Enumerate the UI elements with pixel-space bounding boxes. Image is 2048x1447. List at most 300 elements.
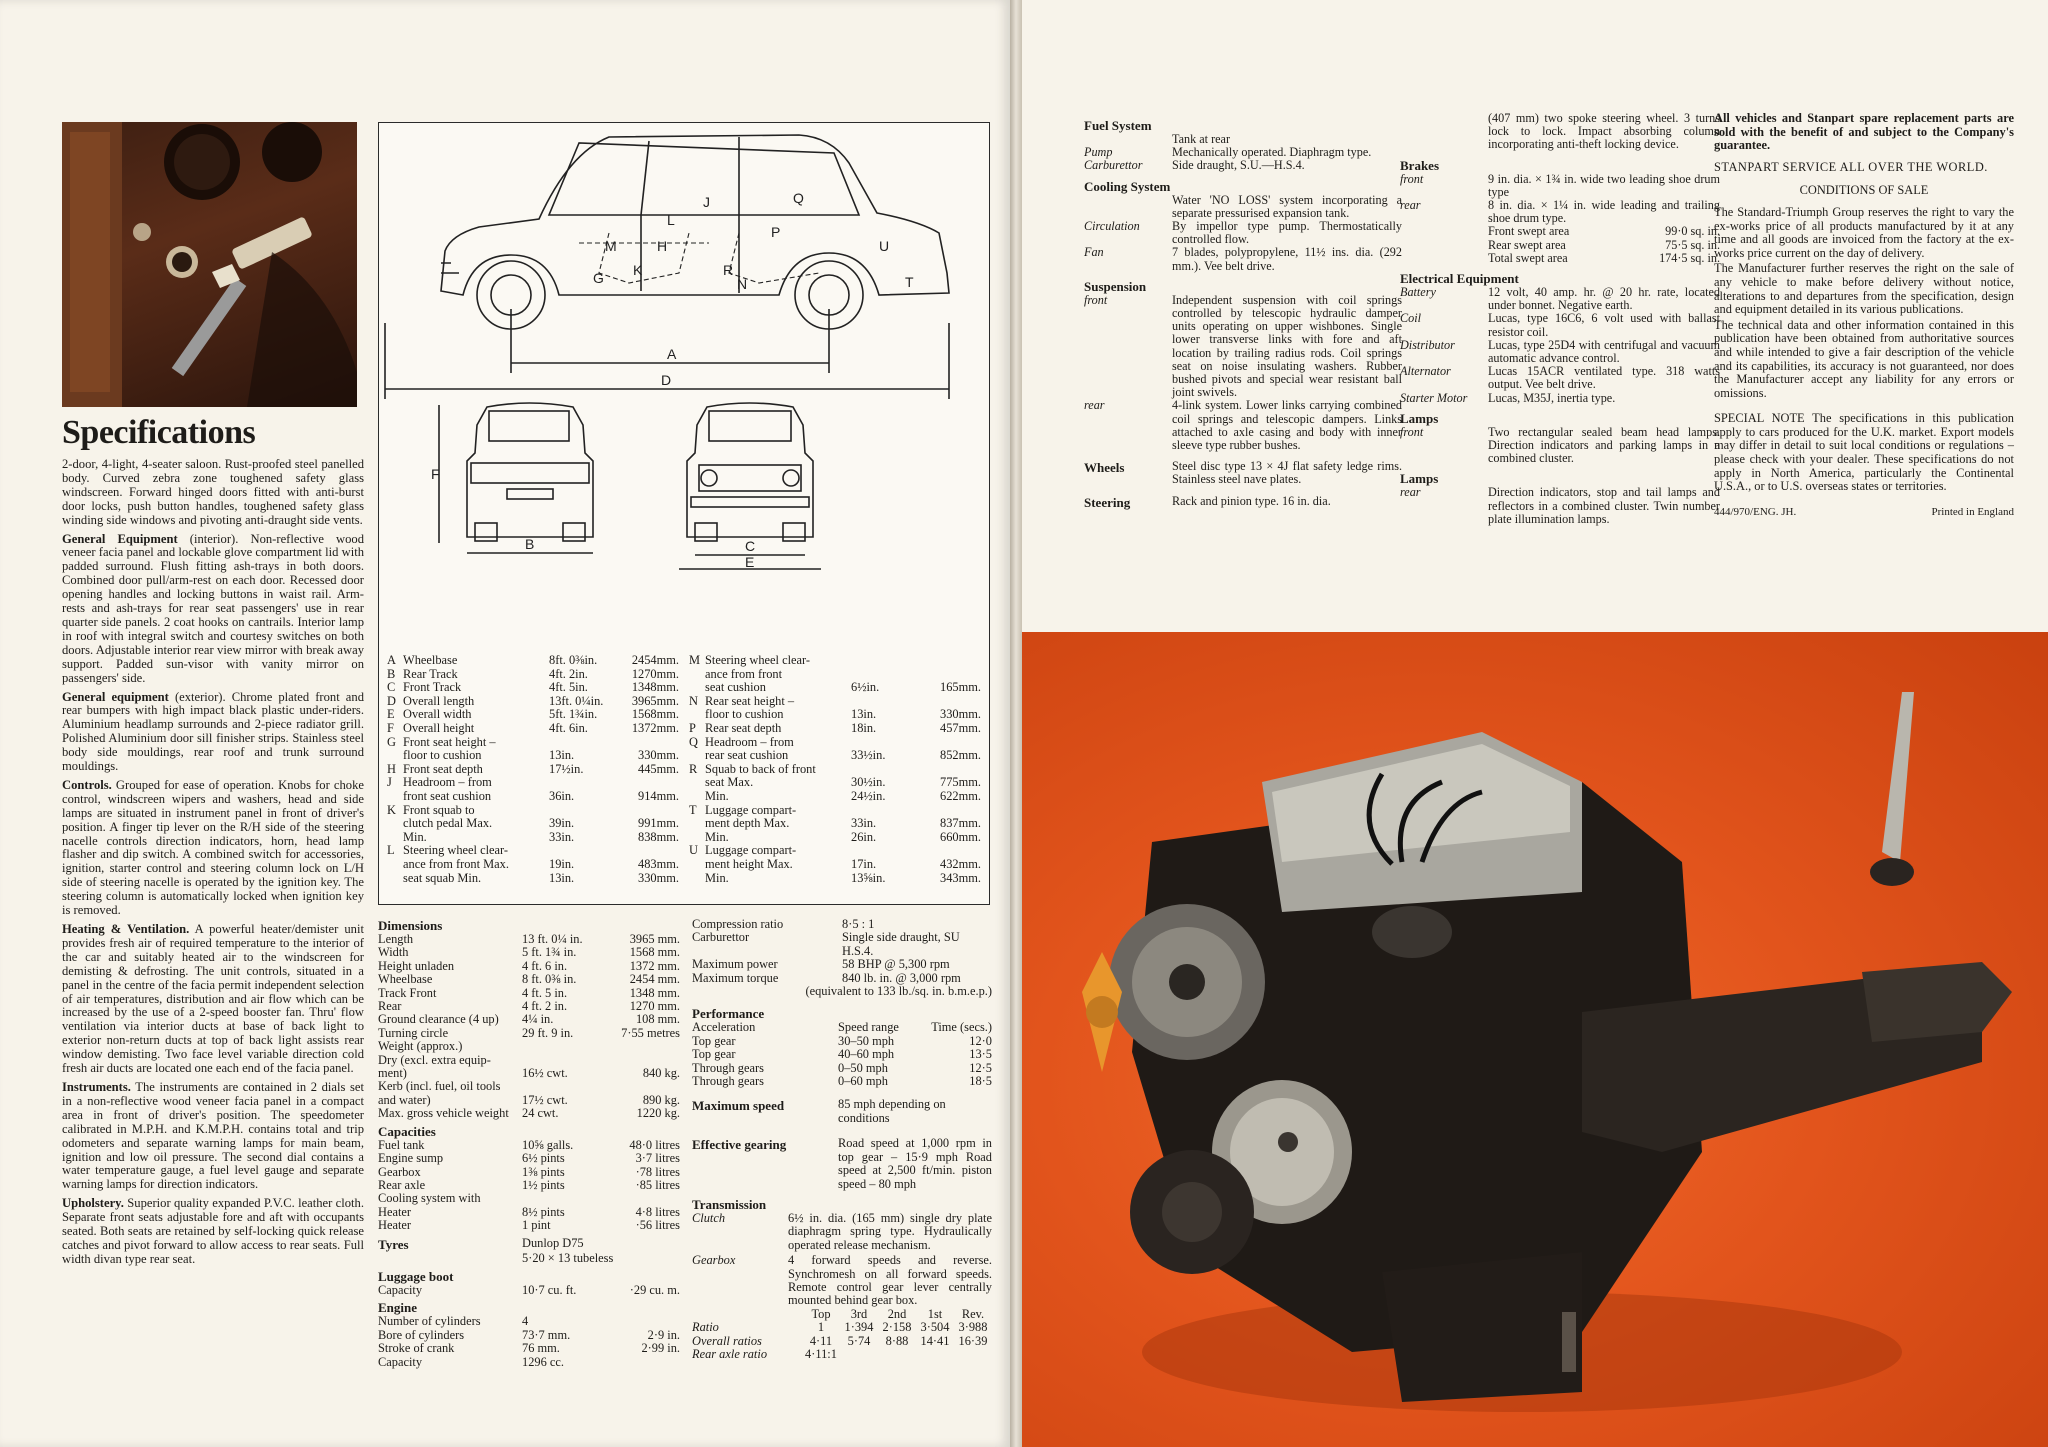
engine-title: Engine bbox=[378, 1300, 418, 1316]
label-R: R bbox=[723, 262, 734, 278]
section-general-interior: General Equipment (interior). Non-reflective wood veneer facia panel and lockable glove compartment lid with padded surround. Flush fitting ash-trays in both doors. Combined door pull/arm-rest on each door. Recessed door opening handles and locking buttons in waist rail. Arm-rests and ash-trays for rear seat passengers' use in rear quarter side panels. 2 coat hooks on cantrails. Interior lamp in roof with integral switch and courtesy switches on both doors. Adjustable interior rear view mirror with break away support. Padded sun-visor with vanity mirror on passengers' side. bbox=[62, 531, 365, 685]
measurement-metric: 457mm. bbox=[940, 720, 981, 735]
spec-key: Rear bbox=[378, 1000, 402, 1014]
conditions-title: CONDITIONS OF SALE bbox=[1799, 183, 1929, 198]
spec-row-text: Lucas 15ACR ventilated type. 318 watts output. Vee belt drive. bbox=[1488, 364, 1720, 392]
measurement-row bbox=[387, 749, 679, 763]
capacities-rows bbox=[378, 1139, 680, 1233]
measurement-imperial: 4ft. 2in. bbox=[549, 666, 588, 681]
measurements-right-column bbox=[689, 654, 981, 885]
measurement-imperial: 5ft. 1¾in. bbox=[549, 707, 598, 722]
measurement-row bbox=[387, 858, 679, 872]
swept-area-row bbox=[1400, 252, 1720, 265]
measurement-row bbox=[387, 790, 679, 804]
measurement-metric bbox=[915, 668, 981, 682]
conditions-column bbox=[1714, 112, 2014, 519]
measurement-letter: N bbox=[689, 693, 698, 708]
spec-metric: 1568 mm. bbox=[629, 945, 680, 960]
spec-row bbox=[378, 1356, 680, 1369]
spec-key: Cooling system with bbox=[378, 1192, 481, 1206]
measurement-letter bbox=[689, 817, 705, 831]
spec-row bbox=[378, 1219, 680, 1232]
performance-key: Top gear bbox=[692, 1034, 736, 1048]
measurement-metric: 445mm. bbox=[638, 761, 679, 776]
measurement-imperial: 13⅝in. bbox=[851, 870, 886, 885]
spec-row-text: (407 mm) two spoke steering wheel. 3 turns lock to lock. Impact absorbing column incorporating anti-theft locking device. bbox=[1488, 111, 1720, 152]
measurement-imperial: 4ft. 5in. bbox=[549, 680, 588, 695]
spec-row bbox=[378, 1166, 680, 1179]
spec-row-text: Tank at rear bbox=[1172, 132, 1231, 146]
spec-key: Weight (approx.) bbox=[378, 1040, 463, 1054]
spec-row-text: Side draught, S.U.—H.S.4. bbox=[1172, 158, 1305, 173]
ratio-cell: 2·158 bbox=[882, 1320, 912, 1335]
measurement-imperial bbox=[851, 844, 915, 858]
spec-section-title: Lamps bbox=[1400, 410, 1439, 426]
spec-row bbox=[1084, 159, 1402, 172]
spec-metric: 3·7 litres bbox=[635, 1151, 680, 1166]
ratio-cell: 14·41 bbox=[920, 1333, 950, 1348]
spec-row-title: Wheels bbox=[1084, 460, 1125, 476]
spec-metric: ·78 litres bbox=[635, 1164, 680, 1179]
performance-key: Top gear bbox=[692, 1048, 736, 1062]
measurement-imperial bbox=[549, 736, 613, 750]
measurement-name: Rear seat depth bbox=[705, 720, 782, 735]
measurement-letter bbox=[387, 749, 403, 763]
spec-row-text: Independent suspension with coil springs controlled by telescopic hydraulic damper units operating on upper wishbones. Single lower transverse links with fore and aft location by trailing radius rods. Coil springs seat on noise insulating washers. Rubber bushed pivots and special wear resistant ball joint swivels. bbox=[1172, 292, 1402, 400]
label-G: G bbox=[593, 270, 604, 286]
spec-row-label: rear bbox=[1400, 198, 1421, 213]
spec-row-label: rear bbox=[1400, 485, 1421, 500]
measurement-row bbox=[689, 681, 981, 695]
spec-row bbox=[378, 1192, 680, 1205]
spec-key: Number of cylinders bbox=[378, 1315, 481, 1329]
spec-title-row bbox=[1084, 460, 1402, 486]
measurement-imperial: 18in. bbox=[851, 720, 877, 735]
label-B: B bbox=[525, 536, 535, 552]
spec-metric bbox=[618, 1315, 680, 1328]
measurement-letter bbox=[689, 858, 705, 872]
label-H: H bbox=[657, 238, 668, 254]
spec-key: Kerb (incl. fuel, oil tools bbox=[378, 1080, 501, 1094]
label-A: A bbox=[667, 346, 677, 362]
spec-section-title: Lamps bbox=[1400, 471, 1439, 487]
measurement-imperial: 8ft. 0⅜in. bbox=[549, 653, 598, 667]
measurement-letter bbox=[689, 776, 705, 790]
measurement-row bbox=[689, 804, 981, 818]
spec-row-label: front bbox=[1400, 424, 1424, 439]
measurement-row bbox=[689, 695, 981, 709]
spec-metric: 4·8 litres bbox=[635, 1204, 680, 1219]
swept-spacer bbox=[1400, 225, 1488, 238]
spec-row bbox=[378, 1139, 680, 1152]
performance-range: 0–60 mph bbox=[838, 1074, 888, 1089]
measurement-row bbox=[689, 763, 981, 777]
spec-key: Stroke of crank bbox=[378, 1342, 455, 1356]
spec-row bbox=[378, 1067, 680, 1080]
swept-area-row bbox=[1400, 225, 1720, 238]
measurement-name: Overall height bbox=[403, 720, 475, 735]
spec-imperial: 4 ft. 6 in. bbox=[522, 958, 568, 973]
spec-row bbox=[378, 1107, 680, 1120]
spec-row-label: Alternator bbox=[1400, 364, 1451, 379]
measurement-letter: Q bbox=[689, 734, 698, 749]
spec-key: Capacity bbox=[378, 1355, 423, 1369]
measurement-letter bbox=[689, 668, 705, 682]
measurement-letter: F bbox=[387, 720, 394, 735]
spec-metric: 7·55 metres bbox=[621, 1025, 680, 1040]
spec-row-label: Pump bbox=[1084, 145, 1113, 160]
measurement-name: ance from front bbox=[705, 666, 783, 681]
section-instruments: Instruments. The instruments are contained in 2 dials set in a non-reflective wood veneer facia panel in a compact area in front of driver's position. The speedometer calibrated in M.P.H. and K.M.P.H. contains total and trip odometers and separate warning lamps for main beam, ignition and low oil pressure. The second dial contains a water temperature gauge, a fuel level gauge and separate warning lamps for direction indicators. bbox=[62, 1079, 364, 1192]
spec-metric: 108 mm. bbox=[635, 1012, 680, 1027]
spec-key: Dry (excl. extra equip- bbox=[378, 1053, 491, 1067]
spec-row-text: Two rectangular sealed beam head lamps. Direction indicators and parking lamps in a combined cluster. bbox=[1488, 424, 1720, 466]
measurement-name: front seat cushion bbox=[403, 788, 492, 803]
ratio-head-cell: Top bbox=[811, 1306, 831, 1321]
measurement-name: Front seat height – bbox=[403, 734, 496, 749]
measurement-metric bbox=[613, 736, 679, 750]
spec-section-title: Electrical Equipment bbox=[1400, 271, 1519, 287]
measurement-imperial: 17½in. bbox=[549, 761, 584, 776]
engine-photo bbox=[1022, 632, 2048, 1447]
measurement-imperial bbox=[549, 804, 613, 818]
spec-imperial bbox=[522, 1054, 618, 1067]
spec-key: Height unladen bbox=[378, 959, 455, 973]
measurement-row bbox=[387, 722, 679, 736]
spec-imperial: 24 cwt. bbox=[522, 1106, 559, 1121]
spec-metric: 48·0 litres bbox=[629, 1137, 680, 1152]
performance-key: Through gears bbox=[692, 1075, 764, 1089]
spec-row bbox=[378, 1094, 680, 1107]
spec-key: Turning circle bbox=[378, 1026, 449, 1040]
measurement-row bbox=[387, 695, 679, 709]
spec-metric: 1348 mm. bbox=[629, 985, 680, 1000]
service-text: STANPART SERVICE ALL OVER THE WORLD. bbox=[1714, 159, 1988, 174]
dimensions-block bbox=[378, 918, 680, 1369]
measurement-imperial bbox=[851, 763, 915, 777]
spec-metric: 2·99 in. bbox=[641, 1341, 680, 1356]
compression-row: Compression ratio 8·5 : 1 bbox=[692, 917, 875, 931]
spec-imperial: 1⅜ pints bbox=[522, 1164, 565, 1179]
measurement-letter: B bbox=[387, 666, 396, 681]
ratio-key: Rear axle ratio bbox=[692, 1347, 768, 1361]
spec-row bbox=[378, 987, 680, 1000]
measurement-imperial: 30½in. bbox=[851, 775, 886, 790]
swept-spacer bbox=[1400, 252, 1488, 265]
swept-value: 75·5 sq. in. bbox=[1665, 237, 1720, 252]
measurement-row bbox=[387, 763, 679, 777]
swept-area-row bbox=[1400, 239, 1720, 252]
measurement-imperial bbox=[851, 695, 915, 709]
torque-row: Maximum torque 840 lb. in. @ 3,000 rpm bbox=[692, 970, 961, 985]
spec-section-title: Suspension bbox=[1084, 278, 1147, 294]
performance-title: Performance bbox=[692, 1006, 765, 1022]
spec-key: Length bbox=[378, 933, 414, 946]
spec-row bbox=[1400, 199, 1720, 225]
measurement-name: rear seat cushion bbox=[705, 748, 789, 763]
measurement-letter bbox=[689, 831, 705, 845]
label-K: K bbox=[633, 262, 643, 278]
measurement-metric: 852mm. bbox=[940, 748, 981, 763]
ratio-cell: 8·88 bbox=[885, 1333, 909, 1348]
ratio-cell: 4·11:1 bbox=[805, 1346, 837, 1361]
dashboard-illustration bbox=[62, 122, 357, 407]
spec-section-title: Cooling System bbox=[1084, 178, 1171, 194]
measurement-name: ment depth Max. bbox=[705, 816, 790, 831]
measurement-name: Min. bbox=[705, 829, 729, 844]
special-note: SPECIAL NOTE The specifications in this publication apply to cars produced for the U.K. market. Export models may differ in detail to suit local conditions or regulations – please check with your dealer. These specifications do not apply in North America, particularly the Continental U.S.A., or to U.S. overseas states or territories. bbox=[1714, 411, 2014, 494]
spec-row bbox=[1084, 294, 1402, 400]
spec-row-text: Rack and pinion type. 16 in. dia. bbox=[1172, 493, 1331, 508]
publication-code: 444/970/ENG. JH. bbox=[1714, 505, 1797, 518]
gearbox-row: Gearbox 4 forward speeds and reverse. Synchromesh on all forward speeds. Remote control gear lever centrally mounted behind gear box. bbox=[692, 1253, 992, 1308]
dimensions-rows bbox=[378, 933, 680, 1121]
measurement-metric: 837mm. bbox=[940, 816, 981, 831]
measurement-imperial: 36in. bbox=[549, 788, 575, 803]
measurement-metric: 622mm. bbox=[940, 788, 981, 803]
measurement-row bbox=[689, 776, 981, 790]
measurement-row bbox=[387, 844, 679, 858]
measurement-row bbox=[387, 831, 679, 845]
measurement-letter bbox=[689, 708, 705, 722]
spec-key: Width bbox=[378, 946, 409, 960]
measurement-letter bbox=[387, 831, 403, 845]
spec-metric: ·56 litres bbox=[635, 1218, 680, 1233]
measurement-letter: M bbox=[689, 653, 701, 667]
measurement-metric: 1372mm. bbox=[631, 720, 679, 735]
measurement-row bbox=[689, 736, 981, 750]
spec-row-label: Battery bbox=[1400, 285, 1436, 300]
condition-3: The technical data and other information contained in this publication have been obtained from authoritative sources and while intended to give a fair description of the vehicle and its capabilities, its accuracy is not guaranteed, nor does the Manufacturer accept any liability for any errors or omissions. bbox=[1714, 317, 2014, 400]
carburettor-row: Carburettor Single side draught, SU H.S.4. bbox=[692, 930, 960, 958]
spec-row bbox=[1084, 399, 1402, 452]
measurement-letter bbox=[689, 681, 705, 695]
spec-row bbox=[1400, 426, 1720, 466]
measurement-imperial: 33in. bbox=[549, 829, 575, 844]
tyres-row: Tyres Dunlop D75 bbox=[378, 1235, 584, 1252]
spec-imperial: 76 mm. bbox=[522, 1341, 560, 1356]
spec-row-text: 4-link system. Lower links carrying combined coil springs and telescopic dampers. Links attached to axle casing and body with inner sleeve type rubber bushes. bbox=[1172, 398, 1402, 453]
spec-imperial bbox=[522, 1192, 618, 1205]
ratio-cell: 3·988 bbox=[958, 1320, 988, 1335]
measurement-metric: 1270mm. bbox=[631, 666, 679, 681]
label-P: P bbox=[771, 224, 781, 240]
measurement-row bbox=[387, 736, 679, 750]
spec-row-text: Direction indicators, stop and tail lamps and reflectors in a combined cluster. Twin number plate illumination lamps. bbox=[1488, 485, 1720, 526]
spec-row-label: Starter Motor bbox=[1400, 390, 1468, 405]
measurement-letter: T bbox=[689, 802, 697, 817]
spec-key: Fuel tank bbox=[378, 1138, 425, 1152]
dimensions-title: Dimensions bbox=[378, 918, 443, 933]
spec-row-label: Distributor bbox=[1400, 337, 1455, 352]
spec-metric: 840 kg. bbox=[642, 1066, 680, 1081]
right-page bbox=[1022, 0, 2048, 1447]
measurement-row bbox=[689, 844, 981, 858]
spec-imperial: 17½ cwt. bbox=[522, 1092, 568, 1107]
spec-row bbox=[1400, 112, 1720, 152]
measurement-metric: 1348mm. bbox=[631, 680, 679, 695]
engine-illustration bbox=[1022, 632, 2048, 1447]
transmission-title: Transmission bbox=[692, 1196, 767, 1212]
performance-row bbox=[692, 1062, 992, 1075]
spec-metric: 3965 mm. bbox=[629, 932, 680, 946]
capacities-title: Capacities bbox=[378, 1123, 436, 1139]
spec-row-text: Lucas, type 25D4 with centrifugal and vacuum automatic advance control. bbox=[1488, 337, 1720, 366]
swept-value: 99·0 sq. in. bbox=[1665, 224, 1720, 239]
spec-row bbox=[378, 946, 680, 959]
spec-section-title: Fuel System bbox=[1084, 118, 1152, 133]
spec-metric bbox=[618, 1040, 680, 1053]
swept-spacer bbox=[1400, 239, 1488, 252]
spec-row-text: 12 volt, 40 amp. hr. @ 20 hr. rate, located under bonnet. Negative earth. bbox=[1488, 285, 1720, 313]
spec-row bbox=[1400, 392, 1720, 405]
measurements-left-column bbox=[387, 654, 679, 885]
car-outline-drawing bbox=[379, 123, 989, 643]
measurement-row bbox=[689, 708, 981, 722]
spec-row bbox=[1400, 365, 1720, 391]
spec-key: Gearbox bbox=[378, 1165, 421, 1179]
measurement-letter: G bbox=[387, 734, 396, 749]
printed-in: Printed in England bbox=[1931, 505, 2014, 518]
spec-row bbox=[1400, 312, 1720, 338]
section-controls: Controls. Grouped for ease of operation. Knobs for choke control, windscreen wipers and washers, head and side lamps are situated in instrument panel in front of driver's position. A finger tip lever on the R/H side of the steering nacelle controls direction indicators, horn, head lamp flasher and dip switch. A combined switch for accessories, ignition, starter control and steering column lock on L/H side of steering nacelle is operated by the ignition key. The steering column is automatically locked when ignition key is removed. bbox=[62, 777, 364, 918]
swept-value: 174·5 sq. in. bbox=[1659, 250, 1720, 265]
measurement-metric bbox=[915, 763, 981, 777]
measurement-letter bbox=[387, 817, 403, 831]
measurement-name: Min. bbox=[705, 870, 729, 885]
measurement-name: seat squab Min. bbox=[403, 870, 482, 885]
measurement-name: Squab to back of front bbox=[705, 761, 816, 776]
spec-key: Bore of cylinders bbox=[378, 1328, 465, 1342]
performance-range: 30–50 mph bbox=[838, 1033, 895, 1048]
ratio-head-cell: 1st bbox=[927, 1306, 943, 1321]
label-U: U bbox=[879, 238, 890, 254]
max-speed-row: Maximum speed 85 mph depending on conditions bbox=[692, 1097, 946, 1125]
measurement-imperial: 6½in. bbox=[851, 680, 880, 695]
spec-row bbox=[378, 1152, 680, 1165]
spec-imperial: 4 ft. 2 in. bbox=[522, 999, 568, 1014]
spec-row-label bbox=[1084, 194, 1172, 220]
measurement-letter: L bbox=[387, 843, 395, 858]
spec-row bbox=[378, 1315, 680, 1328]
measurement-row bbox=[689, 722, 981, 736]
spec-imperial: 16½ cwt. bbox=[522, 1066, 568, 1081]
dimension-diagram bbox=[378, 122, 990, 644]
ratio-row bbox=[692, 1335, 992, 1348]
tyres-row-2: 5·20 × 13 tubeless bbox=[522, 1250, 614, 1265]
performance-range: 40–60 mph bbox=[838, 1047, 895, 1062]
spec-row bbox=[378, 1054, 680, 1067]
measurement-metric: 775mm. bbox=[940, 775, 981, 790]
measurement-imperial bbox=[851, 804, 915, 818]
performance-head: Acceleration Speed range Time (secs.) bbox=[692, 1020, 992, 1035]
ratio-cell bbox=[954, 1348, 992, 1361]
spec-row-text: Lucas, type 16C6, 6 volt used with ballast resistor coil. bbox=[1488, 311, 1720, 339]
ratio-cell: 3·504 bbox=[920, 1320, 950, 1335]
page-gutter bbox=[1010, 0, 1022, 1447]
spec-row-text: Lucas, M35J, inertia type. bbox=[1488, 390, 1616, 405]
measurement-name: Overall width bbox=[403, 707, 472, 722]
performance-block bbox=[692, 918, 992, 1361]
spec-metric bbox=[618, 1192, 680, 1205]
measurement-row bbox=[387, 804, 679, 818]
page-title: Specifications bbox=[62, 414, 256, 451]
right-column-1 bbox=[1084, 112, 1402, 510]
luggage-title: Luggage boot bbox=[378, 1268, 454, 1284]
measurement-metric: 991mm. bbox=[638, 816, 679, 831]
ratio-cell: 4·11 bbox=[809, 1333, 833, 1348]
spec-row-text: Mechanically operated. Diaphragm type. bbox=[1172, 145, 1372, 160]
measurement-metric bbox=[915, 654, 981, 668]
measurement-metric: 2454mm. bbox=[631, 653, 679, 667]
measurement-row bbox=[387, 654, 679, 668]
spec-row-text: 7 blades, polypropylene, 11½ ins. dia. (292 mm.). Vee belt drive. bbox=[1172, 245, 1402, 273]
spec-row bbox=[1400, 286, 1720, 312]
measurement-imperial bbox=[851, 736, 915, 750]
spec-metric bbox=[618, 1054, 680, 1067]
measurement-letter bbox=[689, 872, 705, 886]
measurement-letter: C bbox=[387, 680, 396, 695]
ratio-key: Overall ratios bbox=[692, 1334, 762, 1348]
spec-row-text: 8 in. dia. × 1¼ in. wide leading and trailing shoe drum type. bbox=[1488, 198, 1720, 226]
spec-row bbox=[378, 1080, 680, 1093]
measurement-imperial: 13in. bbox=[851, 707, 877, 722]
ratio-table bbox=[692, 1308, 992, 1362]
measurement-metric: 330mm. bbox=[638, 870, 679, 885]
measurement-letter bbox=[387, 858, 403, 872]
label-M: M bbox=[605, 238, 617, 254]
ratio-head-cell: 3rd bbox=[850, 1306, 868, 1321]
performance-row bbox=[692, 1035, 992, 1048]
label-J: J bbox=[703, 194, 710, 210]
measurement-letter: H bbox=[387, 761, 396, 776]
right-column-2 bbox=[1400, 112, 1720, 526]
spec-metric: 1270 mm. bbox=[629, 999, 680, 1014]
ratio-cell: 1 bbox=[817, 1320, 825, 1335]
measurement-imperial: 39in. bbox=[549, 816, 575, 831]
measurement-name: Overall length bbox=[403, 693, 475, 708]
spec-row bbox=[378, 1329, 680, 1342]
spec-row bbox=[378, 1206, 680, 1219]
spec-row-label: Circulation bbox=[1084, 219, 1140, 234]
measurement-name: Headroom – from bbox=[403, 775, 492, 790]
spec-metric: 2454 mm. bbox=[629, 972, 680, 987]
performance-row bbox=[692, 1075, 992, 1088]
spec-imperial bbox=[522, 1080, 618, 1093]
engine-rows bbox=[378, 1315, 680, 1369]
spec-imperial: 29 ft. 9 in. bbox=[522, 1025, 574, 1040]
measurement-row bbox=[689, 817, 981, 831]
ratio-cell: 5·74 bbox=[847, 1333, 871, 1348]
measurement-name: seat cushion bbox=[705, 680, 766, 695]
measurement-row bbox=[387, 668, 679, 682]
measurement-name: Rear Track bbox=[403, 666, 458, 681]
spec-row-text: Steel disc type 13 × 4J flat safety ledge rims. Stainless steel nave plates. bbox=[1172, 459, 1402, 487]
left-page bbox=[0, 0, 1010, 1447]
measurement-imperial: 13ft. 0¼in. bbox=[549, 693, 604, 708]
label-D: D bbox=[661, 372, 672, 388]
measurement-letter: E bbox=[387, 707, 395, 722]
spec-key: Heater bbox=[378, 1219, 412, 1233]
spec-row bbox=[378, 960, 680, 973]
luggage-row: Capacity 10·7 cu. ft. ·29 cu. m. bbox=[378, 1282, 680, 1297]
measurement-row bbox=[689, 872, 981, 886]
spec-title-row bbox=[1084, 495, 1402, 510]
measurement-imperial bbox=[851, 668, 915, 682]
measurement-row bbox=[689, 749, 981, 763]
measurement-imperial bbox=[549, 776, 613, 790]
measurement-imperial: 24½in. bbox=[851, 788, 886, 803]
